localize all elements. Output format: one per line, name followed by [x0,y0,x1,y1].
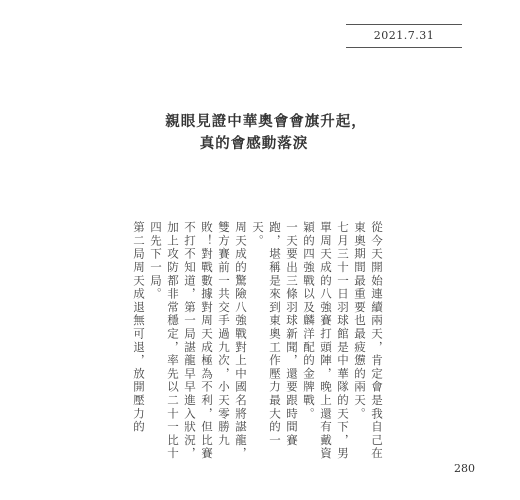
paragraph: 七月三十一日羽球館是中華隊的天下，男單周天成的八強賽打頭陣，晚上還有戴資穎的四強戰以及麟洋配的金牌戰。 [302,221,350,461]
paragraph: 一天要出三條羽球新聞，還要跟時間賽跑，堪稱是來到東奧工作壓力最大的一天。 [251,221,299,448]
paragraph: 周天成的驚險八強戰對上中國名將諶龍，雙方賽前一共交手過九次，小天零勝九敗！對戰數據對周天成極為不利，但比賽不打不知道，第一局諶龍早早進入狀況，加上攻防都非常穩定，率先以二十一比十四先下一局。 [149,221,248,461]
page-number: 280 [454,462,475,475]
date-header: 2021.7.31 [346,24,462,48]
chapter-title-line-1: 親眼見證中華奧會會旗升起， [165,114,367,130]
paragraph: 從今天開始連續兩天，肯定會是我自己在東奧期間最重要也最疲憊的兩天。 [353,221,384,461]
vertical-body-text [132,221,385,466]
chapter-title-line-2: 真的會感動落淚 [199,136,309,152]
paragraph: 第二局周天成退無可退，放開壓力的 [132,221,146,434]
